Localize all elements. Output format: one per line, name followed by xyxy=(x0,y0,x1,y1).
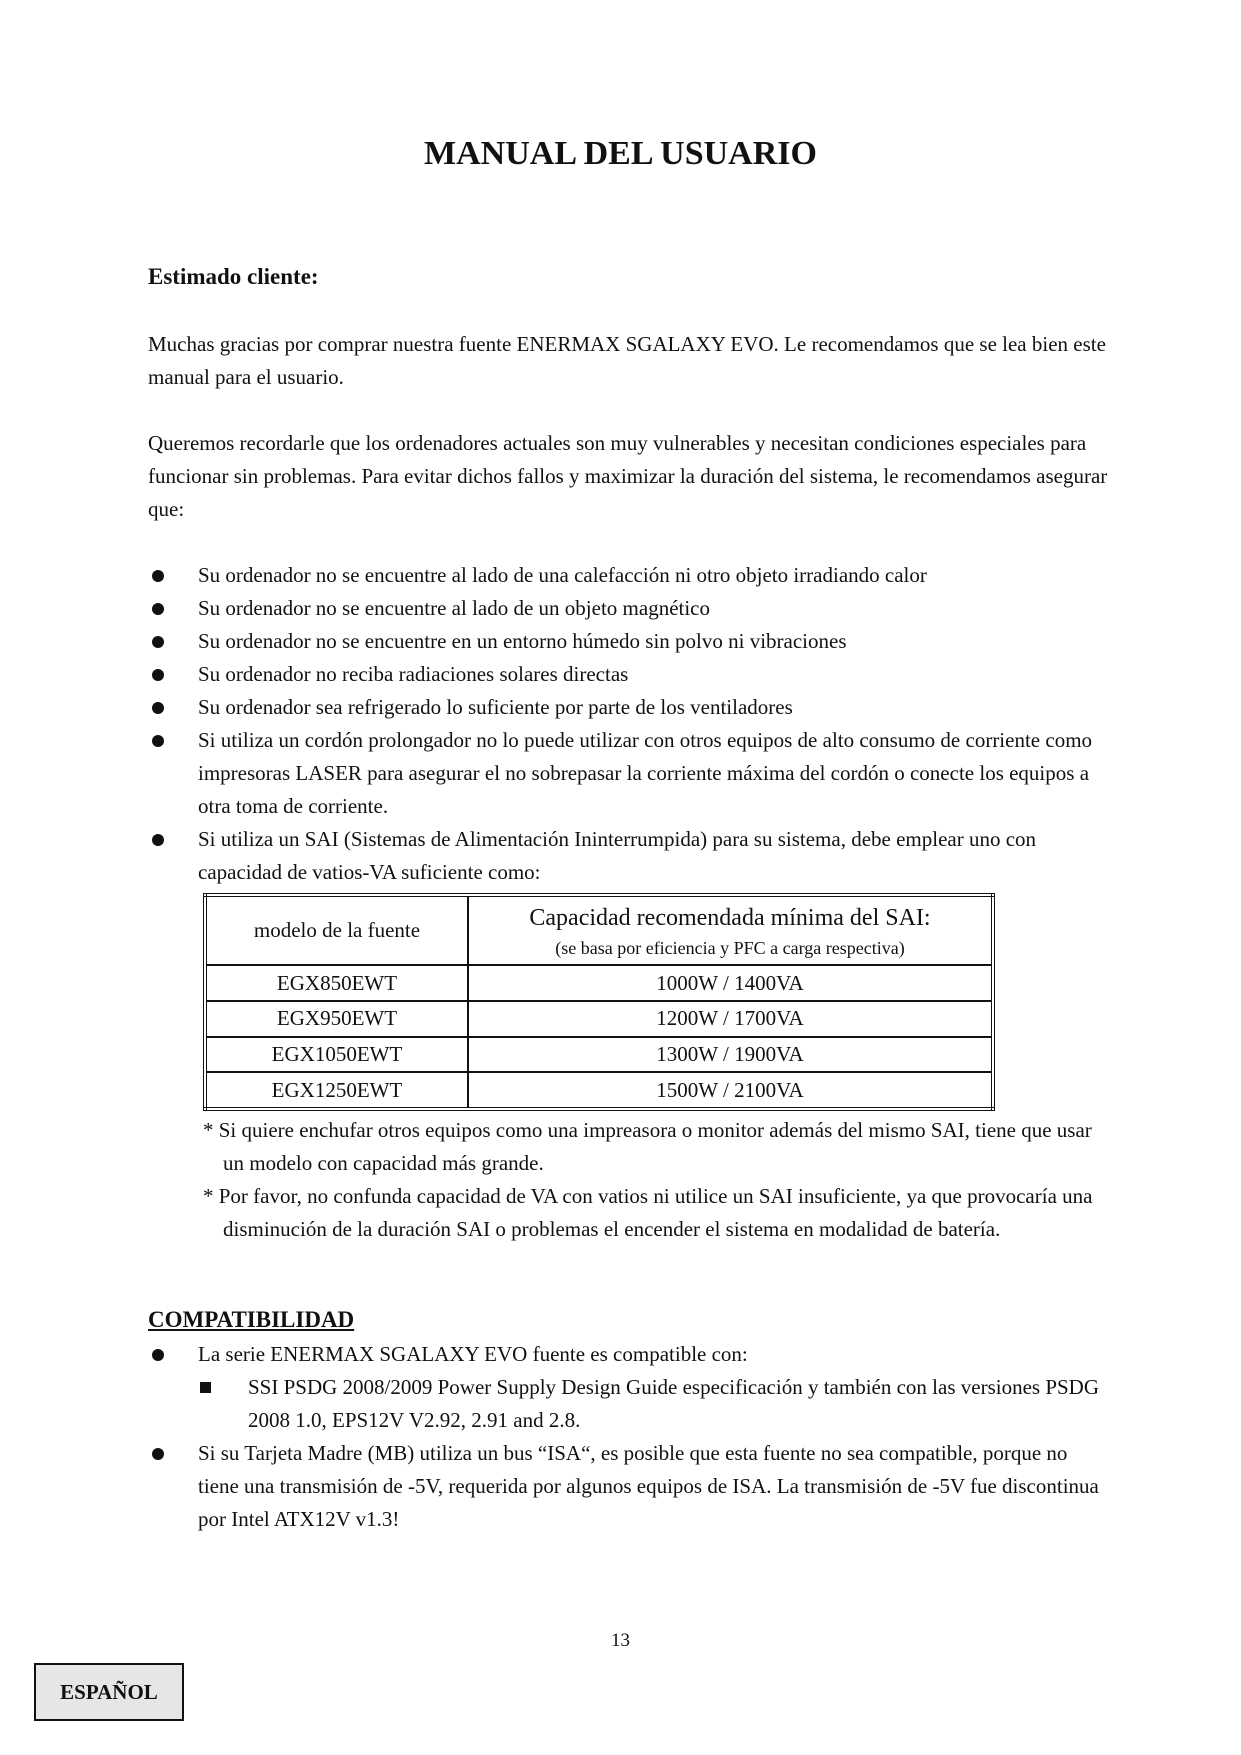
table-cell-model: EGX1250EWT xyxy=(205,1072,468,1109)
bullet-icon xyxy=(152,603,164,615)
table-cell-capacity: 1000W / 1400VA xyxy=(468,965,993,1001)
list-item-text: Su ordenador no se encuentre en un entorno húmedo sin polvo ni vibraciones xyxy=(198,629,847,653)
page-number: 13 xyxy=(611,1630,630,1651)
table-header-row xyxy=(205,895,993,965)
language-tab: ESPAÑOL xyxy=(34,1663,184,1721)
list-item xyxy=(148,658,1108,691)
list-item xyxy=(148,724,1108,823)
bullet-icon xyxy=(152,636,164,648)
intro-paragraph: Muchas gracias por comprar nuestra fuente ENERMAX SGALAXY EVO. Le recomendamos que se lea bien este manual para el usuario. xyxy=(148,332,1106,389)
list-item-text: Su ordenador sea refrigerado lo suficiente por parte de los ventiladores xyxy=(198,695,793,719)
list-item-text: Si su Tarjeta Madre (MB) utiliza un bus “ISA“, es posible que esta fuente no sea compatible, porque no tiene una transmisión de -5V, requerida por algunos equipos de ISA. La transmisión de -5V fue discontinua por Intel ATX12V v1.3! xyxy=(198,1441,1099,1531)
note-larger-ups: * Si quiere enchufar otros equipos como una impreasora o monitor además del mismo SAI, tiene que usar un modelo con capacidad más grande. xyxy=(203,1118,1092,1175)
table-row xyxy=(205,1072,993,1109)
bullet-icon xyxy=(152,735,164,747)
capacity-header-title: Capacidad recomendada mínima del SAI: xyxy=(529,904,931,931)
table-header-model: modelo de la fuente xyxy=(205,895,468,965)
sub-list-item-text: SSI PSDG 2008/2009 Power Supply Design Guide especificación y también con las versiones PSDG 2008 1.0, EPS12V V2.92, 2.91 and 2.8. xyxy=(248,1375,1100,1432)
list-item xyxy=(148,823,1108,889)
capacity-header-subtitle: (se basa por eficiencia y PFC a carga respectiva) xyxy=(555,937,905,958)
table-row xyxy=(205,1037,993,1073)
list-item xyxy=(148,625,1108,658)
list-item-text: Si utiliza un SAI (Sistemas de Alimentación Ininterrumpida) para su sistema, debe emplear uno con capacidad de vatios-VA suficiente como: xyxy=(198,827,1037,884)
table-cell-capacity: 1200W / 1700VA xyxy=(468,1001,993,1037)
bullet-icon xyxy=(152,702,164,714)
bullet-icon xyxy=(152,834,164,846)
list-item-text: La serie ENERMAX SGALAXY EVO fuente es compatible con: xyxy=(198,1342,748,1366)
bullet-icon xyxy=(152,570,164,582)
list-item-text: Si utiliza un cordón prolongador no lo puede utilizar con otros equipos de alto consumo de corriente como impresoras LASER para asegurar el no sobrepasar la corriente máxima del cordón o conecte los equipos a otra toma de corriente. xyxy=(198,728,1093,818)
page-title: MANUAL DEL USUARIO xyxy=(424,135,817,172)
compatibility-list xyxy=(148,1338,1108,1536)
compatibility-heading: COMPATIBILIDAD xyxy=(148,1307,355,1332)
table-row xyxy=(205,965,993,1001)
list-item xyxy=(148,1437,1108,1536)
table-cell-capacity: 1300W / 1900VA xyxy=(468,1037,993,1073)
note-va-vs-watts: * Por favor, no confunda capacidad de VA con vatios ni utilice un SAI insuficiente, ya que provocaría una disminución de la duración SAI o problemas el encender el sistema en modalidad de batería. xyxy=(203,1184,1093,1241)
table-notes xyxy=(203,1114,1103,1246)
ups-capacity-table xyxy=(203,893,995,1111)
bullet-icon xyxy=(152,1349,164,1361)
list-item xyxy=(148,691,1108,724)
list-item xyxy=(148,592,1108,625)
list-item-text: Su ordenador no reciba radiaciones solares directas xyxy=(198,662,629,686)
table-cell-model: EGX950EWT xyxy=(205,1001,468,1037)
table-row xyxy=(205,1001,993,1037)
recommendation-paragraph: Queremos recordarle que los ordenadores actuales son muy vulnerables y necesitan condiciones especiales para funcionar sin problemas. Para evitar dichos fallos y maximizar la duración del sistema, le recomendamos asegurar que: xyxy=(148,431,1108,521)
list-item-text: Su ordenador no se encuentre al lado de una calefacción ni otro objeto irradiando calor xyxy=(198,563,927,587)
square-bullet-icon xyxy=(200,1382,211,1393)
list-item xyxy=(148,1338,1108,1437)
table-header-capacity xyxy=(468,895,993,965)
sub-list-item xyxy=(198,1371,1108,1437)
table-cell-model: EGX1050EWT xyxy=(205,1037,468,1073)
bullet-icon xyxy=(152,669,164,681)
list-item xyxy=(148,559,1108,592)
list-item-text: Su ordenador no se encuentre al lado de un objeto magnético xyxy=(198,596,710,620)
recommendation-list xyxy=(148,559,1108,889)
table-cell-model: EGX850EWT xyxy=(205,965,468,1001)
bullet-icon xyxy=(152,1448,164,1460)
table-cell-capacity: 1500W / 2100VA xyxy=(468,1072,993,1109)
greeting-heading: Estimado cliente: xyxy=(148,264,319,289)
